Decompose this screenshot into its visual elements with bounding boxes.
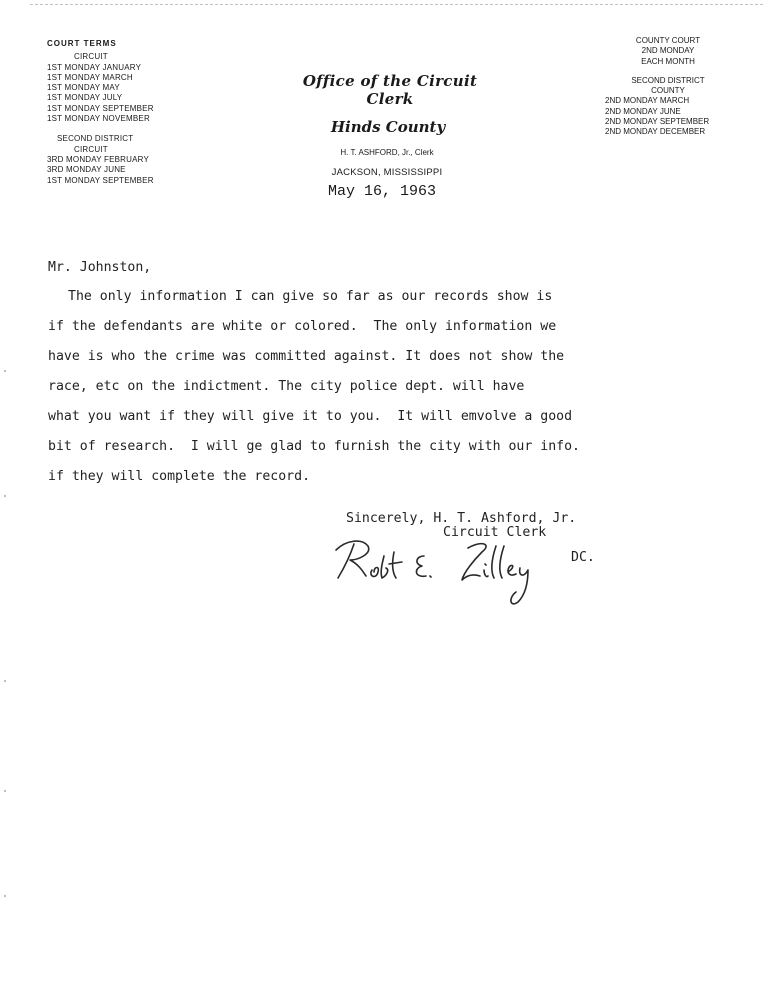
scan-mark <box>4 680 6 682</box>
office-title: Office of the Circuit Clerk <box>302 72 478 108</box>
city-line: JACKSON, MISSISSIPPI <box>331 167 443 178</box>
circuit-label: CIRCUIT <box>74 52 108 62</box>
circuit-term: 1ST MONDAY SEPTEMBER <box>47 103 154 113</box>
county-court-schedule: EACH MONTH <box>641 56 695 66</box>
second-district-term: 3RD MONDAY FEBRUARY <box>47 154 150 164</box>
county-label: COUNTY <box>651 86 685 96</box>
body-line: what you want if they will give it to you. It will emvolve a good <box>48 409 573 424</box>
scan-mark <box>4 790 6 792</box>
body-line: have is who the crime was committed against. It does not show the <box>48 349 565 364</box>
court-terms-heading: COURT TERMS <box>47 39 117 48</box>
body-line: if the defendants are white or colored. The only information we <box>48 319 557 334</box>
county-term: 2ND MONDAY SEPTEMBER <box>605 117 710 127</box>
circuit-term: 1ST MONDAY MARCH <box>47 72 133 82</box>
body-line: bit of research. I will ge glad to furnish the city with our info. <box>48 439 580 454</box>
letter-body <box>48 289 580 499</box>
county-court-label: COUNTY COURT <box>635 36 701 45</box>
scan-mark <box>4 895 6 897</box>
second-district-term: 1ST MONDAY SEPTEMBER <box>47 175 154 185</box>
court-terms-left-column <box>47 39 197 186</box>
letterhead-center <box>270 72 500 178</box>
letter-date: May 16, 1963 <box>328 183 437 200</box>
county-court-schedule: 2ND MONDAY <box>641 46 695 56</box>
second-district-label: SECOND DISTRICT <box>57 134 134 144</box>
second-district-label: SECOND DISTRICT <box>631 75 705 85</box>
body-line: if they will complete the record. <box>48 469 311 484</box>
scan-mark <box>4 495 6 497</box>
county-term: 2ND MONDAY DECEMBER <box>605 127 706 137</box>
scan-edge-divider <box>30 0 763 5</box>
closing-line: Sincerely, H. T. Ashford, Jr. <box>346 511 577 526</box>
court-terms-right-column <box>600 36 740 138</box>
deputy-clerk-label: DC. <box>571 550 595 565</box>
closing-title: Circuit Clerk <box>443 525 547 540</box>
circuit-term: 1ST MONDAY NOVEMBER <box>47 114 150 124</box>
circuit-term: 1ST MONDAY JULY <box>47 93 123 103</box>
scan-mark <box>4 370 6 372</box>
handwritten-signature <box>332 530 542 612</box>
body-line: race, etc on the indictment. The city police dept. will have <box>48 379 525 394</box>
county-term: 2ND MONDAY MARCH <box>605 96 690 106</box>
salutation: Mr. Johnston, <box>48 260 152 275</box>
clerk-name: H. T. ASHFORD, Jr., Clerk <box>340 148 434 157</box>
second-district-term: 3RD MONDAY JUNE <box>47 165 126 175</box>
second-circuit-label: CIRCUIT <box>74 144 108 154</box>
circuit-term: 1ST MONDAY MAY <box>47 83 120 93</box>
body-line: The only information I can give so far as our records show is <box>68 289 553 304</box>
circuit-term: 1ST MONDAY JANUARY <box>47 62 142 72</box>
county-term: 2ND MONDAY JUNE <box>605 106 681 116</box>
county-title: Hinds County <box>330 118 446 136</box>
